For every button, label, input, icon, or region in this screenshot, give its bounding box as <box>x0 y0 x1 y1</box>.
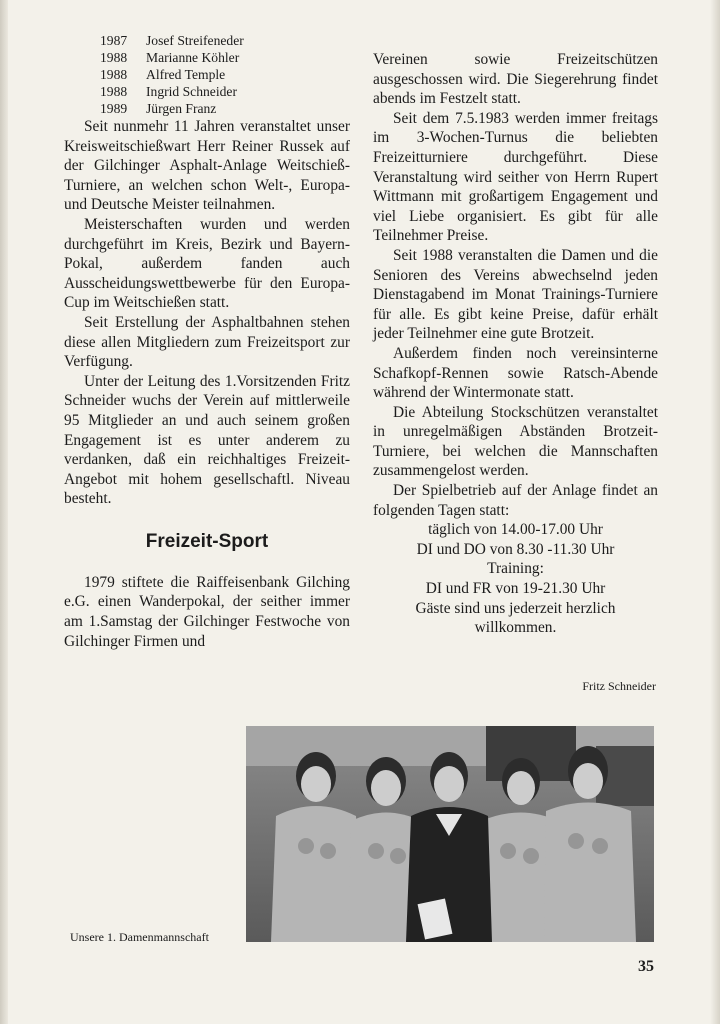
paragraph: Die Abteilung Stockschützen veranstaltet in unregelmäßigen Abständen Brotzeit-Turniere, bei welchen die Mannschaften zusammengelost werden. <box>373 403 658 480</box>
paragraph: 1979 stiftete die Raiffeisenbank Gilching e.G. einen Wanderpokal, der seither immer am 1.Samstag der Gilchinger Festwoche von Gilchinger Firmen und <box>64 573 350 650</box>
schedule-line: DI und FR von 19-21.30 Uhr <box>425 580 606 598</box>
record-name: Josef Streifeneder <box>146 33 244 48</box>
record-name: Alfred Temple <box>146 67 226 82</box>
paragraph: Vereinen sowie Freizeitschützen ausgeschossen wird. Die Siegerehrung findet abends im Festzelt statt. <box>373 51 658 108</box>
record-name: Marianne Köhler <box>146 50 240 65</box>
schedule-line: Gäste sind uns jederzeit herzlich willkommen. <box>415 599 616 637</box>
schedule-line: Training: <box>487 560 544 578</box>
paragraph: Außerdem finden noch vereinsinterne Schafkopf-Rennen sowie Ratsch-Abende während der Wintermonate statt. <box>373 344 658 402</box>
author-signature: Fritz Schneider <box>582 679 656 693</box>
record-year: 1988 <box>100 67 128 82</box>
list-item <box>100 66 350 83</box>
page-number: 35 <box>638 958 654 975</box>
team-photo-image <box>246 726 654 942</box>
list-item <box>100 49 350 66</box>
paragraph: Unter der Leitung des 1.Vorsitzenden Fritz Schneider wuchs der Verein auf mittlerweile 95 Mitglieder an und auch seinem großen Engagement ist es unter anderem zu verdanken, daß ein reichhaltiges Freizeit-Angebot mit hohem gesellschaftl. Niveau besteht. <box>64 372 350 508</box>
paragraph: Seit dem 7.5.1983 werden immer freitags im 3-Wochen-Turnus die beliebten Freizeitturniere durchgeführt. Diese Veranstaltung wird seither von Herrn Rupert Wittmann mit großartigem Engagement und viel Liebe organisiert. Es gibt für alle Teilnehmer Preise. <box>373 109 658 245</box>
record-name: Jürgen Franz <box>146 101 217 116</box>
photo-caption: Unsere 1. Damenmannschaft <box>70 930 209 944</box>
list-item <box>100 32 350 49</box>
list-item <box>100 100 350 117</box>
record-year: 1989 <box>100 101 128 116</box>
record-year: 1988 <box>100 84 128 99</box>
record-name: Ingrid Schneider <box>146 84 237 99</box>
list-item <box>100 83 350 100</box>
page-right-edge <box>710 0 720 1024</box>
paragraph: Meisterschaften wurden und werden durchgeführt im Kreis, Bezirk und Bayern-Pokal, außerdem fanden auch Ausscheidungswettbewerbe für den Europa-Cup im Weitschießen statt. <box>64 215 350 312</box>
page-binding-edge <box>0 0 8 1024</box>
schedule-line: täglich von 14.00-17.00 Uhr <box>428 521 603 539</box>
schedule-line: DI und DO von 8.30 -11.30 Uhr <box>416 540 615 558</box>
paragraph: Der Spielbetrieb auf der Anlage findet an folgenden Tagen statt: <box>373 482 658 519</box>
right-column <box>373 50 658 638</box>
section-heading: Freizeit-Sport <box>145 530 269 552</box>
paragraph: Seit nunmehr 11 Jahren veranstaltet unser Kreisweitschießwart Herr Reiner Russek auf der Gilchinger Asphalt-Anlage Weitschieß-Turniere, an welchen schon Welt-, Europa- und Deutsche Meister teilnahmen. <box>64 118 350 214</box>
team-photo <box>246 726 654 942</box>
record-year: 1987 <box>100 33 128 48</box>
paragraph: Seit Erstellung der Asphaltbahnen stehen diese allen Mitgliedern zum Freizeitsport zur Verfügung. <box>64 313 350 371</box>
paragraph: Seit 1988 veranstalten die Damen und die Senioren des Vereins abwechselnd jeden Dienstagabend im Monat Trainings-Turniere für alle. Es gibt keine Preise, dafür erhält jeder Teilnehmer eine gute Brotzeit. <box>373 246 658 343</box>
record-year: 1988 <box>100 50 128 65</box>
left-column <box>64 32 350 651</box>
schedule-block <box>373 520 658 638</box>
champions-list <box>100 32 350 117</box>
